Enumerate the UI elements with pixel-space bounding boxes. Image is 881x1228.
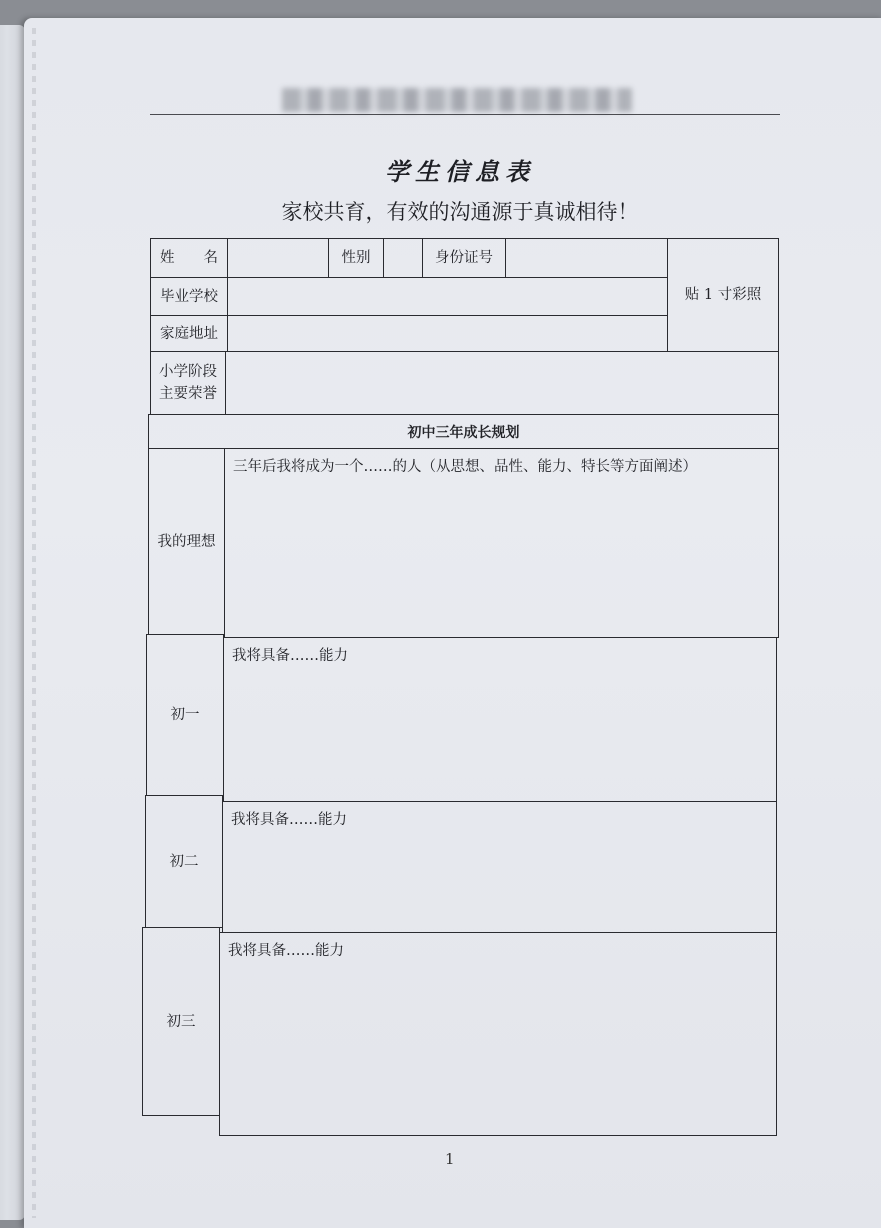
form-title: 学生信息表 [385,157,535,186]
school-field[interactable] [227,277,668,316]
grade1-field[interactable] [223,637,777,802]
grade1-prompt: 我将具备……能力 [232,648,348,664]
grade3-field[interactable] [219,932,777,1136]
name-label: 姓 名 [150,238,228,278]
grade2-prompt: 我将具备……能力 [231,812,347,828]
id-number-field[interactable] [505,238,668,278]
honors-field[interactable] [225,351,779,415]
grade3-prompt: 我将具备……能力 [228,943,344,959]
honors-label-line1: 小学阶段 [159,364,217,380]
honors-label-line2: 主要荣誉 [159,386,217,402]
page-number: 1 [445,1150,455,1168]
grade2-label: 初二 [145,795,223,928]
growth-plan-section-title: 初中三年成长规划 [148,414,779,449]
address-label: 家庭地址 [150,315,228,352]
honors-label [150,351,226,415]
grade1-label: 初一 [146,634,224,796]
grade2-field[interactable] [222,801,777,933]
ideal-prompt: 三年后我将成为一个……的人（从思想、品性、能力、特长等方面阐述） [233,459,697,475]
address-field[interactable] [227,315,668,352]
ideal-field[interactable] [224,448,779,638]
school-label: 毕业学校 [150,277,228,316]
gender-field[interactable] [383,238,423,278]
ideal-label: 我的理想 [148,448,225,635]
grade3-label: 初三 [142,927,220,1116]
form-motto: 家校共育，有效的沟通源于真诚相待！ [281,200,639,224]
id-number-label: 身份证号 [422,238,506,278]
name-field[interactable] [227,238,329,278]
gender-label: 性别 [328,238,384,278]
photo-placeholder[interactable]: 贴 1 寸彩照 [667,238,779,352]
